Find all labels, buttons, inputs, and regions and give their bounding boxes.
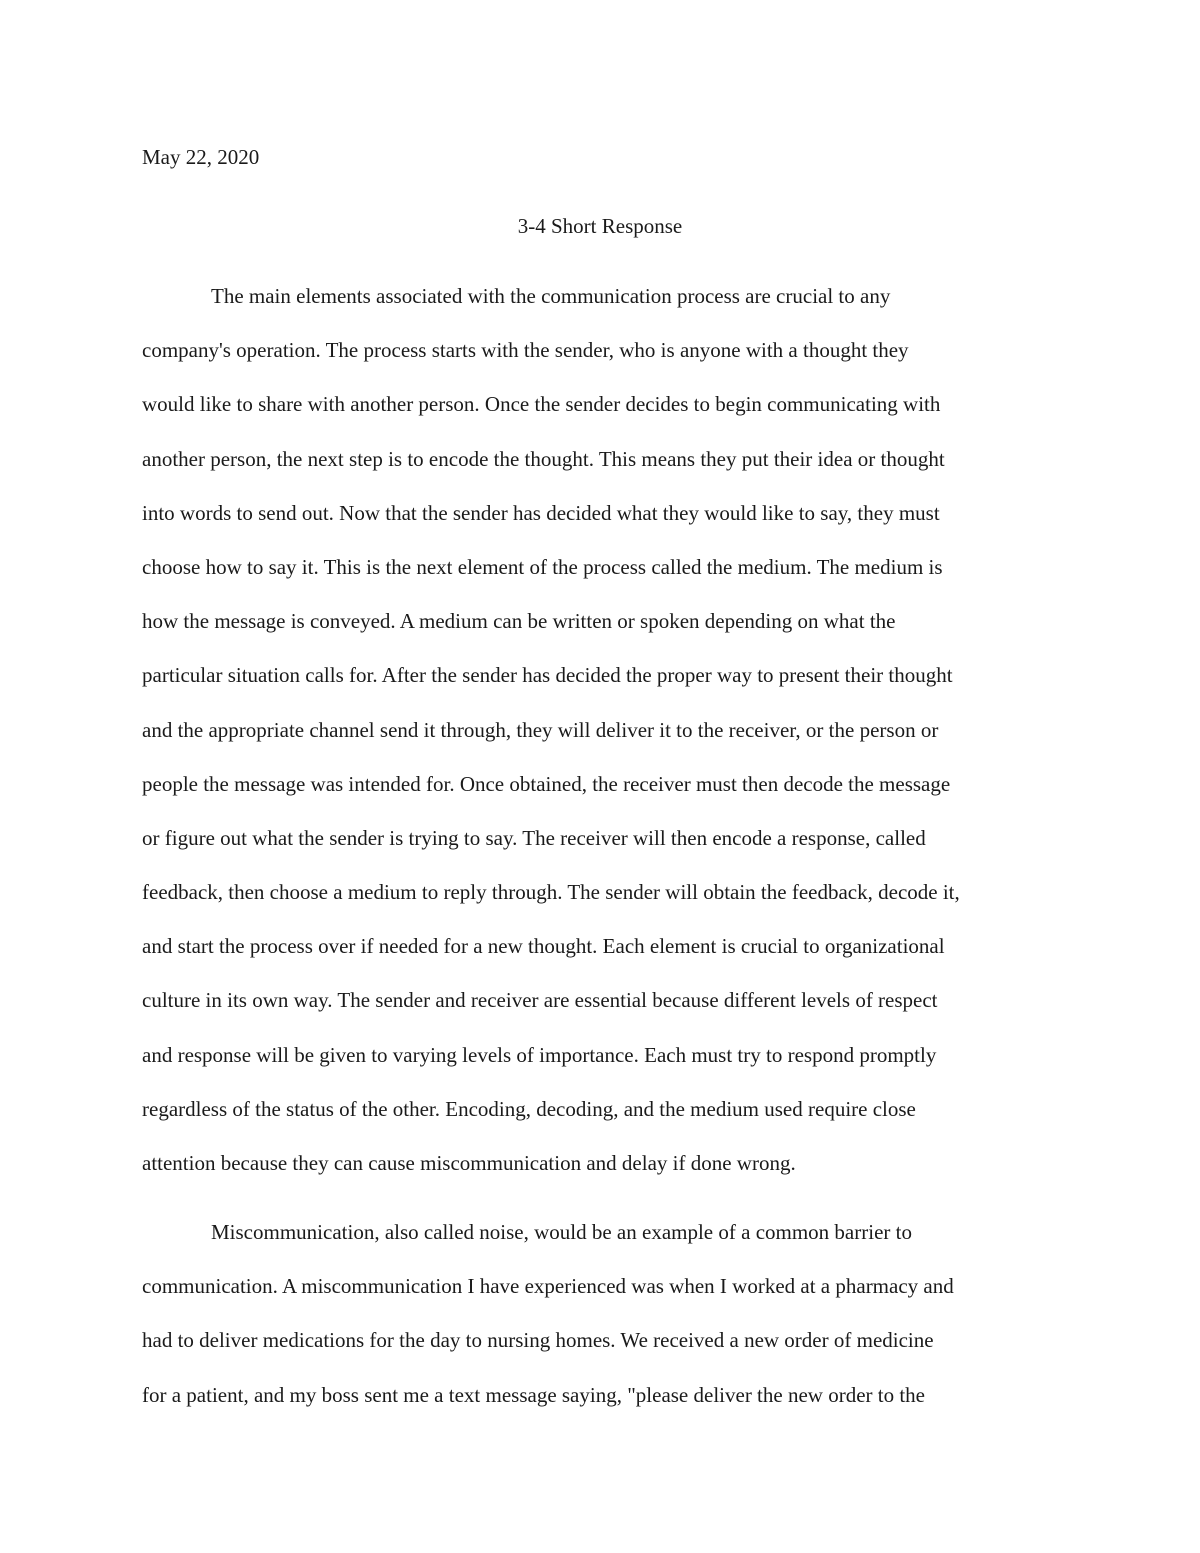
paragraph-line: for a patient, and my boss sent me a text message saying, "please deliver the new order to the (142, 1382, 925, 1407)
paragraph-line: particular situation calls for. After the sender has decided the proper way to present their thought (142, 663, 953, 688)
paragraph-line: had to deliver medications for the day to nursing homes. We received a new order of medicine (142, 1328, 934, 1353)
paragraph-line: feedback, then choose a medium to reply through. The sender will obtain the feedback, decode it, (142, 880, 960, 905)
document-title: 3-4 Short Response (517, 214, 683, 238)
paragraph (142, 283, 1067, 1204)
paragraph-line: another person, the next step is to encode the thought. This means they put their idea or thought (142, 446, 945, 471)
paragraph-line: company's operation. The process starts with the sender, who is anyone with a thought they (142, 338, 909, 363)
paragraph-line: people the message was intended for. Once obtained, the receiver must then decode the message (142, 771, 951, 796)
paragraph-line: culture in its own way. The sender and receiver are essential because different levels of respect (142, 988, 938, 1013)
paragraph-line: The main elements associated with the communication process are crucial to any (211, 284, 891, 308)
paragraph-line: choose how to say it. This is the next element of the process called the medium. The medium is (142, 554, 943, 579)
paragraph-line: communication. A miscommunication I have experienced was when I worked at a pharmacy and (142, 1274, 954, 1299)
paragraph-line: into words to send out. Now that the sender has decided what they would like to say, they must (142, 500, 940, 525)
paragraph (142, 1219, 1067, 1436)
paragraph-line: attention because they can cause miscommunication and delay if done wrong. (142, 1151, 796, 1175)
paragraph-line: how the message is conveyed. A medium can be written or spoken depending on what the (142, 609, 896, 634)
paragraph-line: would like to share with another person. Once the sender decides to begin communicating with (142, 392, 941, 417)
paragraph-line: and start the process over if needed for a new thought. Each element is crucial to organizational (142, 934, 945, 959)
paragraph-line: and the appropriate channel send it through, they will deliver it to the receiver, or the person or (142, 717, 939, 742)
paragraph-line: regardless of the status of the other. Encoding, decoding, and the medium used require close (142, 1096, 916, 1121)
paragraph-line: and response will be given to varying levels of importance. Each must try to respond promptly (142, 1042, 937, 1067)
paragraph-line: Miscommunication, also called noise, would be an example of a common barrier to (211, 1220, 912, 1244)
paragraph-line: or figure out what the sender is trying to say. The receiver will then encode a response, called (142, 825, 926, 850)
document-date: May 22, 2020 (142, 145, 260, 169)
